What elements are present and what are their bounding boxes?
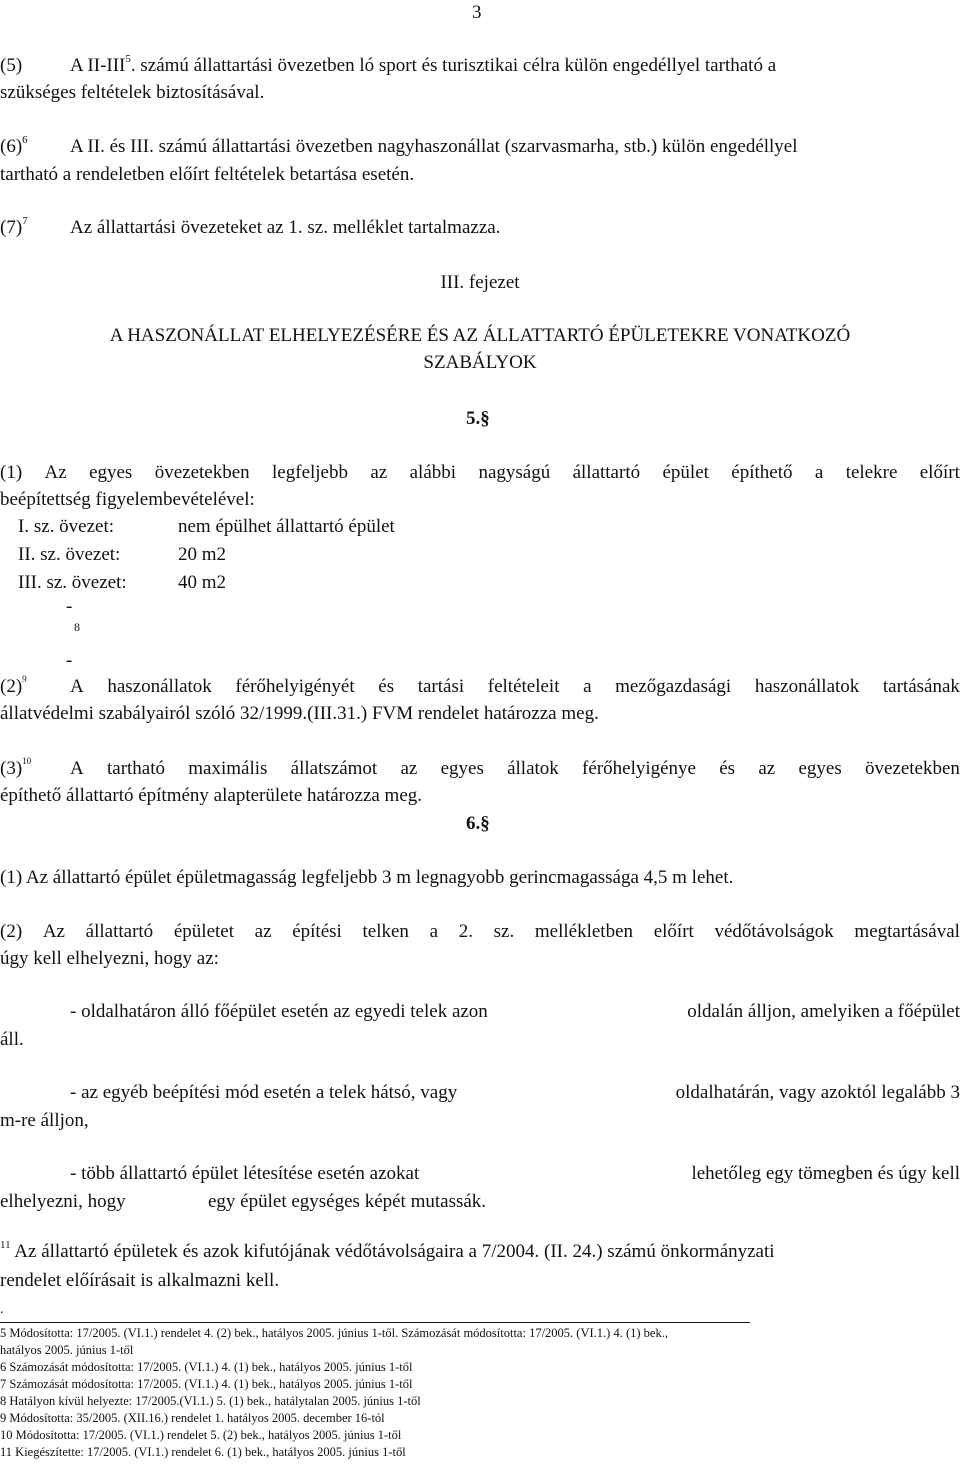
word: A bbox=[70, 758, 84, 779]
word: egyes bbox=[798, 758, 842, 779]
word: telken bbox=[362, 921, 409, 942]
word: férőhelyigénye bbox=[582, 758, 696, 779]
word: állattartó bbox=[85, 921, 154, 942]
word: haszonállatok bbox=[754, 676, 860, 697]
para6-line1: A II. és III. számú állattartási övezetben nagyhaszonállat (szarvasmarha, stb.) külön engedéllyel bbox=[70, 136, 798, 157]
para6-number: (6) bbox=[0, 136, 23, 157]
word: mezőgazdasági bbox=[615, 676, 732, 697]
section5-p3-line1 bbox=[70, 758, 960, 780]
chapter-title-line1: A HASZONÁLLAT ELHELYEZÉSÉRE ÉS AZ ÁLLATTARTÓ ÉPÜLETEKRE VONATKOZÓ bbox=[109, 325, 851, 346]
footnote-ref-6[interactable]: 6 bbox=[22, 134, 28, 146]
para7-number: (7) bbox=[0, 217, 23, 238]
word: megtartásával bbox=[854, 921, 960, 942]
footnote-divider bbox=[0, 1322, 750, 1323]
word: övezetekben bbox=[864, 758, 960, 779]
zone-3-value: 40 m2 bbox=[178, 572, 227, 593]
word: építési bbox=[292, 921, 342, 942]
word: egyes bbox=[89, 462, 133, 483]
word: egyes bbox=[440, 758, 484, 779]
word: tartási bbox=[417, 676, 465, 697]
para11-line1-wrap bbox=[0, 1241, 775, 1263]
footnote-ref-11[interactable]: 11 bbox=[0, 1239, 11, 1251]
word: A bbox=[70, 676, 84, 697]
section5-p3-line2: építhető állattartó építmény alapterülete határozza meg. bbox=[0, 785, 423, 806]
bullet-3-continuation-a: elhelyezni, hogy bbox=[0, 1191, 126, 1212]
bullet-3-left: - több állattartó épület létesítése esetén azokat bbox=[70, 1163, 420, 1184]
word: alábbi bbox=[409, 462, 457, 483]
word: védőtávolságok bbox=[714, 921, 834, 942]
section6-p2-line2: úgy kell elhelyezni, hogy az: bbox=[0, 948, 219, 969]
bullet-1-continuation: áll. bbox=[0, 1029, 24, 1050]
word: épületet bbox=[173, 921, 234, 942]
word: építhető bbox=[731, 462, 793, 483]
word: nagyságú bbox=[478, 462, 551, 483]
word: az bbox=[758, 758, 776, 779]
para5 bbox=[0, 55, 22, 77]
footnote-9: 9 Módosította: 35/2005. (XII.16.) rendelet 1. hatályos 2005. december 16-tól bbox=[0, 1411, 385, 1425]
bullet-3-right: lehetőleg egy tömegben és úgy kell bbox=[691, 1163, 960, 1184]
zone-1-label: I. sz. övezet: bbox=[18, 516, 115, 537]
word: (2) bbox=[0, 921, 23, 942]
word: a bbox=[814, 462, 824, 483]
chapter-number: III. fejezet bbox=[440, 272, 520, 293]
section6-p1: (1) Az állattartó épület épületmagasság legfeljebb 3 m legnagyobb gerincmagassága 4,5 m lehet. bbox=[0, 867, 734, 888]
footnote-6: 6 Számozását módosította: 17/2005. (VI.1.) 4. (1) bek., hatályos 2005. június 1-től bbox=[0, 1360, 413, 1374]
zone-2-value: 20 m2 bbox=[178, 544, 227, 565]
word: az bbox=[254, 921, 272, 942]
para5-text-a: A II-III bbox=[70, 55, 126, 76]
section5-p3-number: (3) bbox=[0, 758, 23, 779]
bullet-2-continuation: m-re álljon, bbox=[0, 1110, 89, 1131]
word: legfeljebb bbox=[272, 462, 348, 483]
section6-p2-line1 bbox=[0, 921, 960, 943]
word: sz. bbox=[493, 921, 515, 942]
word: tartásának bbox=[882, 676, 960, 697]
footnote-ref-7[interactable]: 7 bbox=[22, 215, 28, 227]
word: állattartó bbox=[572, 462, 641, 483]
footnote-mark: . bbox=[0, 1302, 4, 1317]
repealed-dash-1: - bbox=[66, 596, 73, 617]
word: (1) bbox=[0, 462, 23, 483]
word: állatok bbox=[507, 758, 559, 779]
footnote-5-line1: 5 Módosította: 17/2005. (VI.1.) rendelet 4. (2) bek., hatályos 2005. június 1-től. Számozását módosította: 17/2005. (VI.1.) 4. (1) bek., bbox=[0, 1326, 668, 1340]
zone-1-value: nem épülhet állattartó épület bbox=[178, 516, 395, 537]
word: haszonállatok bbox=[107, 676, 212, 697]
footnote-7: 7 Számozását módosította: 17/2005. (VI.1.) 4. (1) bek., hatályos 2005. június 1-től bbox=[0, 1377, 413, 1391]
para6-line2: tartható a rendeletben előírt feltételek betartása esetén. bbox=[0, 164, 415, 185]
para5-line2: szükséges feltételek biztosításával. bbox=[0, 82, 265, 103]
chapter-title-line2: SZABÁLYOK bbox=[423, 352, 537, 373]
para7-number-wrap bbox=[0, 217, 28, 239]
word: mellékletben bbox=[534, 921, 634, 942]
word: 2. bbox=[458, 921, 473, 942]
page-number: 3 bbox=[472, 2, 482, 23]
repealed-dash-2: - bbox=[66, 650, 73, 671]
word: előírt bbox=[653, 921, 694, 942]
bullet-1-left: - oldalhatáron álló főépület esetén az egyedi telek azon bbox=[70, 1001, 488, 1022]
word: előírt bbox=[919, 462, 960, 483]
para7-text: Az állattartási övezeteket az 1. sz. melléklet tartalmazza. bbox=[70, 217, 501, 238]
para6-number-wrap bbox=[0, 136, 28, 158]
section5-p2-line2: állatvédelmi szabályairól szóló 32/1999.(III.31.) FVM rendelet határozza meg. bbox=[0, 703, 599, 724]
word: övezetekben bbox=[154, 462, 250, 483]
section5-heading: 5.§ bbox=[466, 408, 490, 429]
footnote-ref-9[interactable]: 9 bbox=[22, 674, 27, 684]
footnote-ref-10[interactable]: 10 bbox=[22, 756, 32, 766]
para11-line1: Az állattartó épületek és azok kifutójának védőtávolságaira a 7/2004. (II. 24.) számú önkormányzati bbox=[14, 1241, 775, 1262]
word: az bbox=[370, 462, 388, 483]
word: telekre bbox=[845, 462, 898, 483]
para11-line2: rendelet előírásait is alkalmazni kell. bbox=[0, 1270, 280, 1291]
zone-2-label: II. sz. övezet: bbox=[18, 544, 121, 565]
footnote-8: 8 Hatályon kívül helyezte: 17/2005.(VI.1.) 5. (1) bek., hatálytalan 2005. június 1-től bbox=[0, 1394, 421, 1408]
footnote-11: 11 Kiegészítette: 17/2005. (VI.1.) rendelet 6. (1) bek., hatályos 2005. június 1-től bbox=[0, 1445, 406, 1459]
para5-number: (5) bbox=[0, 55, 23, 76]
word: és bbox=[378, 676, 395, 697]
zone-3-label: III. sz. övezet: bbox=[18, 572, 127, 593]
word: és bbox=[719, 758, 736, 779]
footnote-ref-8[interactable]: 8 bbox=[74, 620, 80, 634]
word: a bbox=[583, 676, 592, 697]
section5-p2-number-wrap bbox=[0, 676, 27, 698]
section5-p2-number: (2) bbox=[0, 676, 23, 697]
bullet-3-continuation-b: egy épület egységes képét mutassák. bbox=[208, 1191, 487, 1212]
section5-p3-number-wrap bbox=[0, 758, 31, 780]
footnote-5-line2: hatályos 2005. június 1-től bbox=[0, 1343, 134, 1357]
word: maximális bbox=[188, 758, 268, 779]
para5-text-b: . számú állattartási övezetben ló sport és turisztikai célra külön engedéllyel tartható a bbox=[130, 55, 777, 76]
section5-p2-line1 bbox=[70, 676, 960, 698]
word: Az bbox=[44, 462, 67, 483]
word: épület bbox=[662, 462, 709, 483]
footnote-ref-5[interactable]: 5 bbox=[125, 53, 131, 65]
bullet-2-right: oldalhatárán, vagy azoktól legalább 3 bbox=[675, 1082, 960, 1103]
para5-line1 bbox=[70, 55, 776, 77]
word: az bbox=[400, 758, 418, 779]
word: állatszámot bbox=[290, 758, 378, 779]
section5-p1-line2: beépítettség figyelembevételével: bbox=[0, 489, 255, 510]
word: feltételeit bbox=[487, 676, 560, 697]
section6-heading: 6.§ bbox=[466, 813, 490, 834]
word: Az bbox=[42, 921, 65, 942]
word: a bbox=[429, 921, 439, 942]
word: férőhelyigényét bbox=[235, 676, 355, 697]
bullet-2-left: - az egyéb beépítési mód esetén a telek hátsó, vagy bbox=[70, 1082, 458, 1103]
footnote-10: 10 Módosította: 17/2005. (VI.1.) rendelet 5. (2) bek., hatályos 2005. június 1-től bbox=[0, 1428, 402, 1442]
bullet-1-right: oldalán álljon, amelyiken a főépület bbox=[687, 1001, 960, 1022]
section5-p1-line1 bbox=[0, 462, 960, 484]
word: tartható bbox=[106, 758, 166, 779]
